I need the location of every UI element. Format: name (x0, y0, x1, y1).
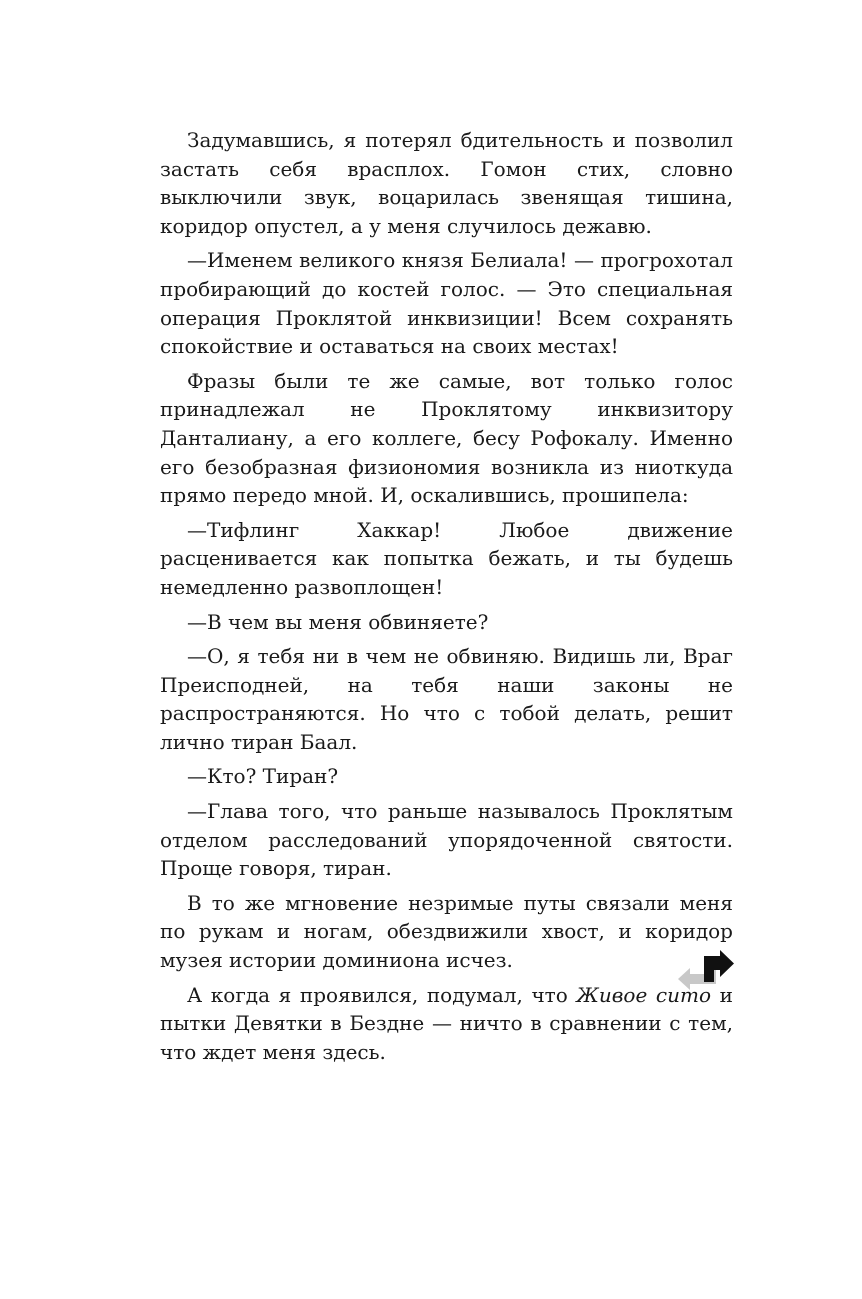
paragraph-2: —Именем великого князя Белиала! — прогрохотал пробирающий до костей голос. — Это специальная операция Проклятой инквизиции! Всем сохранять спокойствие и оставаться на своих местах! (160, 248, 733, 359)
paragraph-4: —Тифлинг Хаккар! Любое движение расценивается как попытка бежать, и ты будешь немедленно развоплощен! (160, 517, 733, 599)
paragraph-10-end: и пытки Девятки в Бездне — ничто в сравнении с тем, что ждет меня здесь. (160, 982, 733, 1064)
paragraph-1: Задумавшись, я потерял бдительность и позволил застать себя врасплох. Гомон стих, словно выключили звук, воцарилась звенящая тишина, коридор опустел, а у меня случилось дежавю. (160, 128, 733, 238)
paragraph-10-italic: Живое сито (576, 982, 712, 1007)
arrow-forward-icon[interactable] (704, 950, 734, 982)
paragraph-5: —В чем вы меня обвиняете? (187, 609, 489, 634)
paragraph-9: В то же мгновение незримые путы связали меня по рукам и ногам, обездвижили хвост, и коридор музея истории доминиона исчез. (160, 890, 733, 973)
paragraph-7: —Кто? Тиран? (187, 764, 339, 789)
page-text (160, 126, 733, 1072)
nav-arrows-svg (676, 948, 736, 994)
paragraph-3: Фразы были те же самые, вот только голос принадлежал не Проклятому инквизитору Данталиану, а его коллеге, бесу Рофокалу. Именно его безобразная физиономия возникла из ниоткуда прямо передо мной. И, оскалившись, прошипела: (160, 368, 733, 508)
paragraph-6: —О, я тебя ни в чем не обвиняю. Видишь ли, Враг Преисподней, на тебя наши законы не распространяются. Но что с тобой делать, решит лично тиран Баал. (160, 644, 733, 754)
paragraph-8: —Глава того, что раньше называлось Проклятым отделом расследований упорядоченной святости. Проще говоря, тиран. (160, 799, 733, 881)
page-nav-arrows (676, 948, 736, 994)
paragraph-10 (160, 981, 733, 1067)
paragraph-10-start: А когда я проявился, подумал, что (187, 982, 577, 1007)
